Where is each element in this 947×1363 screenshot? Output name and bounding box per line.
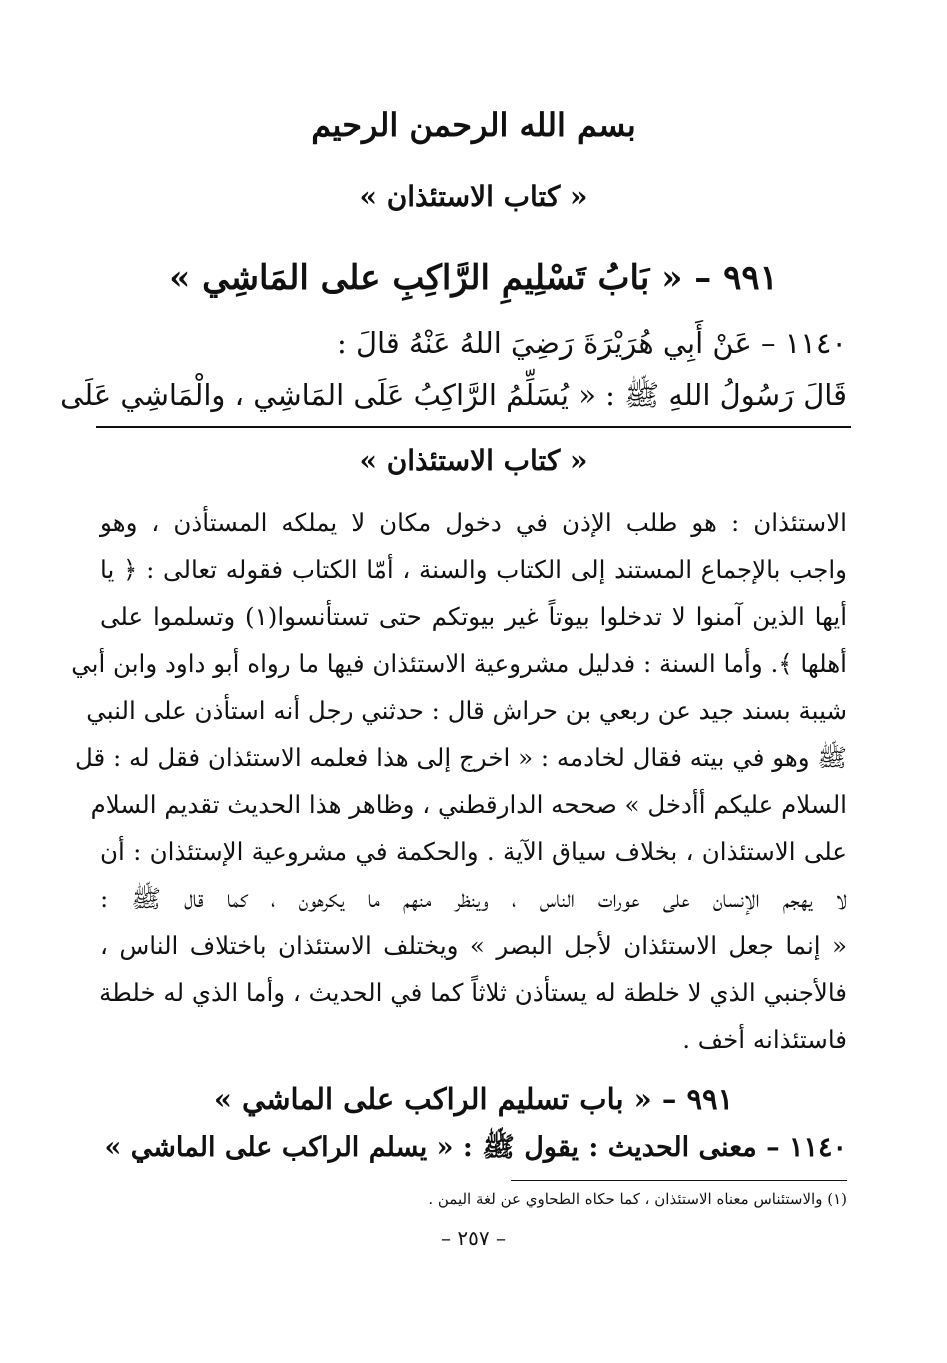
- commentary-line: واجب بالإجماع المستند إلى الكتاب والسنة ، أمّا الكتاب فقوله تعالى : ﴿ يا: [100, 555, 847, 584]
- commentary-line: السلام عليكم أأدخل » صححه الدارقطني ، وظاهر هذا الحديث تقديم السلام: [90, 790, 847, 819]
- commentary-line: ﷺ وهو في بيته فقال لخادمه : « اخرج إلى هذا فعلمه الاستئذان فقل له : قل: [74, 743, 847, 772]
- footnote-divider: [511, 1180, 847, 1181]
- basmala: بسم الله الرحمن الرحيم: [311, 106, 636, 144]
- commentary-line: فالأجنبي الذي لا خلطة له يستأذن ثلاثاً كما في الحديث ، وأما الذي له خلطة: [99, 978, 847, 1007]
- hadith-line-2: قَالَ رَسُولُ اللهِ ﷺ : « يُسَلِّمُ الرَّاكِبُ عَلَى المَاشِي ، والْمَاشِي عَلَى: [60, 378, 847, 412]
- commentary-line: أيها الذين آمنوا لا تدخلوا بيوتاً غير بيوتكم حتى تستأنسوا(١) وتسلموا على: [100, 602, 848, 631]
- commentary-title: « كتاب الاستئذان »: [359, 444, 588, 477]
- commentary-line: « إنما جعل الاستئذان لأجل البصر » ويختلف الاستئذان باختلاف الناس ،: [100, 931, 847, 960]
- commentary-line: فاستئذانه أخف .: [682, 1025, 847, 1054]
- commentary-line: على الاستئذان ، بخلاف سياق الآية . والحكمة في مشروعية الإستئذان : أن: [100, 837, 847, 866]
- chapter-heading-2: ٩٩١ – « باب تسليم الراكب على الماشي »: [213, 1082, 734, 1116]
- book-title: « كتاب الاستئذان »: [359, 180, 588, 213]
- hadith-meaning: ١١٤٠ – معنى الحديث : يقول ﷺ : « يسلم الراكب على الماشي »: [104, 1132, 847, 1163]
- hadith-line-1: ١١٤٠ – عَنْ أَبِي هُرَيْرَةَ رَضِيَ اللهُ عَنْهُ قالَ :: [337, 326, 847, 360]
- chapter-heading: ٩٩١ – « بَابُ تَسْلِيمِ الرَّاكِبِ على المَاشِي »: [169, 258, 778, 298]
- commentary-line: شيبة بسند جيد عن ربعي بن حراش قال : حدثني رجل أنه استأذن على النبي: [86, 696, 847, 725]
- commentary-line: أهلها ﴾. وأما السنة : فدليل مشروعية الاستئذان فيها ما رواه أبو داود وابن أبي: [71, 649, 847, 678]
- hadith-divider: [96, 426, 851, 428]
- footnote: (١) والاستئناس معناه الاستئذان ، كما حكاه الطحاوي عن لغة اليمن .: [428, 1190, 847, 1208]
- commentary-line: لا يهجم الإنسان على عورات الناس ، وينظر منهم ما يكرهون ، كما قال ﷺ :: [100, 884, 847, 913]
- page-number: – ٢٥٧ –: [441, 1226, 506, 1250]
- commentary-line: الاستئذان : هو طلب الإذن في دخول مكان لا يملكه المستأذن ، وهو: [100, 508, 847, 537]
